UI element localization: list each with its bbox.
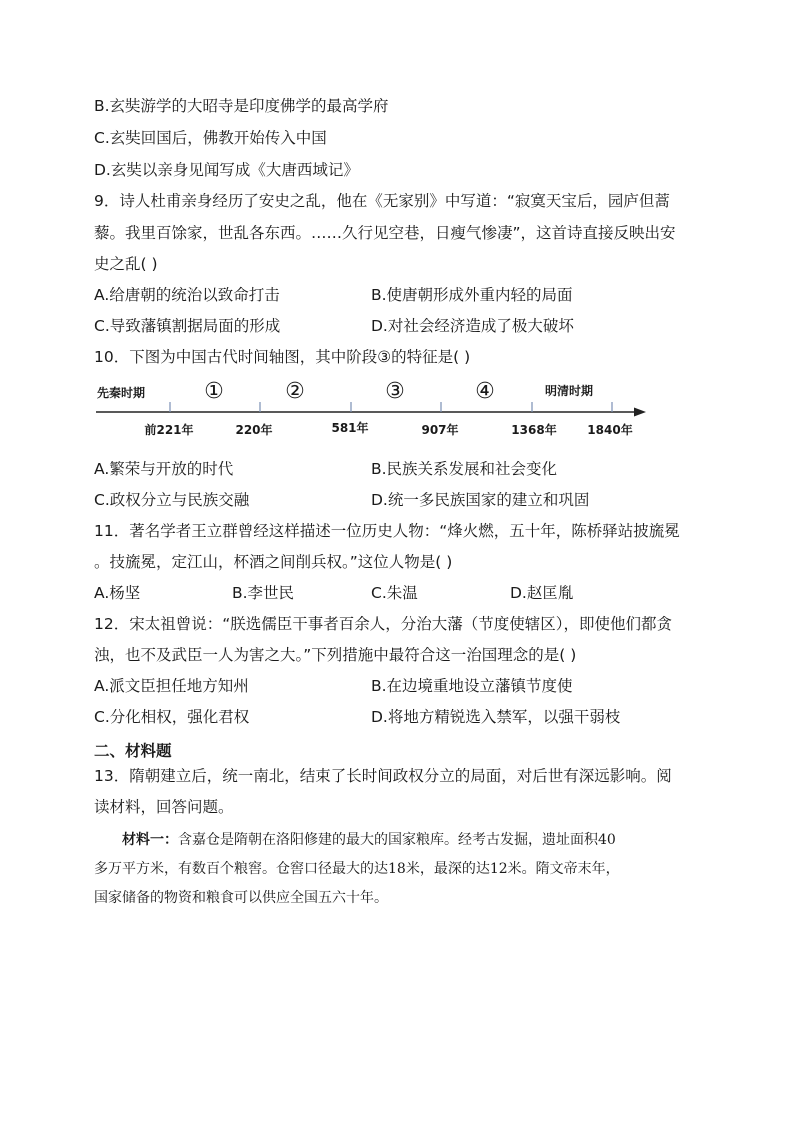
q11-stem-line-2: 。技旒冕，定江山，杯酒之间削兵权。”这位人物是( ) [94,553,453,571]
timeline-stage-4: ④ [475,379,495,404]
q9-option-b: B.使唐朝形成外重内轻的局面 [371,286,573,304]
q9-option-d: D.对社会经济造成了极大破坏 [371,317,574,335]
timeline-tick-label: 1368年 [511,423,557,437]
q9-option-c: C.导致藩镇割据局面的形成 [94,317,281,335]
q10-option-d: D.统一多民族国家的建立和巩固 [371,491,590,509]
section-heading: 二、材料题 [94,742,172,760]
q12-option-a: A.派文臣担任地方知州 [94,677,249,695]
timeline-right-label: 明清时期 [545,384,594,398]
material-line-1 [94,830,704,850]
q10-stem: 10．下图为中国古代时间轴图，其中阶段③的特征是( ) [94,348,471,366]
timeline-stage-3: ③ [385,379,405,404]
timeline-diagram [94,372,654,442]
q12-stem-line-2: 浊，也不及武臣一人为害之大。”下列措施中最符合这一治国理念的是( ) [94,646,577,664]
timeline-arrow-icon [634,408,646,417]
timeline-tick-label: 220年 [235,423,273,437]
q8-option-d: D.玄奘以亲身见闻写成《大唐西域记》 [94,161,359,179]
timeline-left-label: 先秦时期 [97,386,146,400]
timeline-stage-1: ① [204,379,224,404]
q13-stem-line-2: 读材料，回答问题。 [94,798,234,816]
timeline-tick-label: 907年 [421,423,459,437]
q9-option-a: A.给唐朝的统治以致命打击 [94,286,280,304]
timeline-tick-label: 581年 [331,421,369,435]
q12-option-b: B.在边境重地设立藩镇节度使 [371,677,573,695]
q12-stem-line-1: 12．宋太祖曾说：“朕选儒臣干事者百余人，分治大藩（节度使辖区），即使他们都贪 [94,615,673,633]
q11-option-b: B.李世民 [232,584,295,602]
q12-option-d: D.将地方精锐选入禁军，以强干弱枝 [371,708,621,726]
q11-stem-line-1: 11．著名学者王立群曾经这样描述一位历史人物：“烽火燃，五十年，陈桥驿站披旒冕 [94,522,680,540]
material-text: 含嘉仓是隋朝在洛阳修建的最大的国家粮库。经考古发掘，遗址面积40 [178,832,616,848]
q9-stem-line-1: 9．诗人杜甫亲身经历了安史之乱，他在《无家别》中写道：“寂寞天宝后，园庐但蒿 [94,192,670,210]
q10-option-b: B.民族关系发展和社会变化 [371,460,558,478]
material-line-3: 国家储备的物资和粮食可以供应全国五六十年。 [94,890,388,906]
q9-stem-line-3: 史之乱( ) [94,255,158,273]
q10-option-c: C.政权分立与民族交融 [94,491,250,509]
material-line-2: 多万平方米，有数百个粮窖。仓窖口径最大的达18米，最深的达12米。隋文帝末年， [94,861,620,877]
timeline-tick-label: 1840年 [587,423,633,437]
q11-option-a: A.杨坚 [94,584,141,602]
q11-option-c: C.朱温 [371,584,418,602]
q10-option-a: A.繁荣与开放的时代 [94,460,234,478]
q9-stem-line-2: 藜。我里百馀家，世乱各东西。……久行见空巷，日瘦气惨凄”，这首诗直接反映出安 [94,224,676,242]
material-label: 材料一： [122,832,178,848]
q12-option-c: C.分化相权，强化君权 [94,708,250,726]
q13-stem-line-1: 13．隋朝建立后，统一南北，结束了长时间政权分立的局面，对后世有深远影响。阅 [94,767,672,785]
q11-option-d: D.赵匡胤 [510,584,574,602]
timeline-tick-label: 前221年 [144,423,194,437]
q8-option-b: B.玄奘游学的大昭寺是印度佛学的最高学府 [94,97,389,115]
q8-option-c: C.玄奘回国后，佛教开始传入中国 [94,129,327,147]
timeline-stage-2: ② [285,379,305,404]
